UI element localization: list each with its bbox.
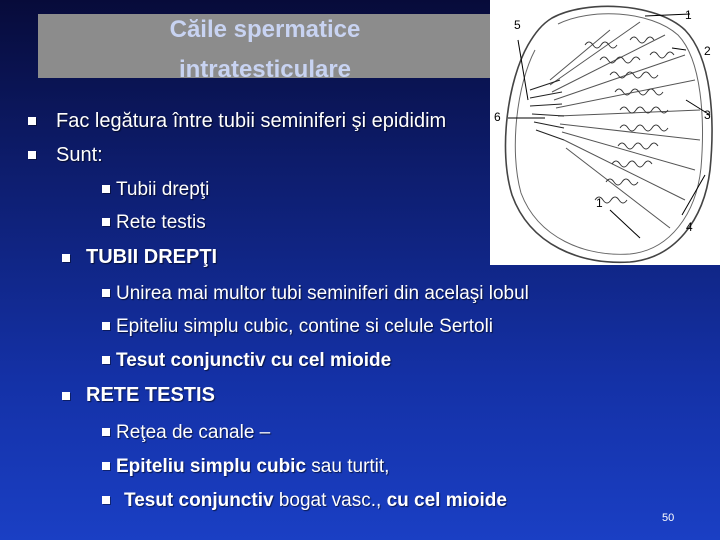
- slide-title-line-2: intratesticulare: [178, 56, 352, 83]
- bullet-3-sub-2: Epiteliu simplu cubic, contine si celule Sertoli: [116, 316, 494, 337]
- bullet-1-text: Fac legătura între tubii seminiferi şi epididim: [56, 110, 447, 132]
- bullet-3-heading: TUBII DREPŢI: [86, 246, 218, 268]
- bullet-2-sub-2: Rete testis: [116, 212, 206, 233]
- bullet-marker: [102, 289, 110, 297]
- bullet-4-sub-3-bold-1: Tesut conjunctiv: [124, 490, 274, 511]
- bullet-marker: [102, 496, 110, 504]
- bullet-marker: [102, 322, 110, 330]
- bullet-4-sub-2-bold: Epiteliu simplu cubic: [116, 456, 307, 477]
- bullet-2-sub-1: Tubii drepţi: [116, 179, 210, 200]
- bullet-marker: [102, 462, 110, 470]
- bullet-marker: [28, 117, 36, 125]
- slide-title-line-1: Căile spermatice: [169, 16, 361, 43]
- diagram-label-6: 6: [494, 110, 501, 124]
- diagram-label-2: 2: [704, 44, 711, 58]
- bullet-4-sub-3: [124, 490, 507, 512]
- bullet-marker: [62, 392, 70, 400]
- testis-diagram: [490, 0, 720, 265]
- bullet-marker: [102, 218, 110, 226]
- bullet-4-sub-3-mid: bogat vasc.,: [273, 490, 387, 511]
- bullet-4-sub-2: [116, 456, 389, 478]
- bullet-3-sub-1: Unirea mai multor tubi seminiferi din acelaşi lobul: [116, 283, 529, 304]
- bullet-4-sub-2-rest: sau turtit,: [306, 456, 390, 477]
- bullet-marker: [102, 185, 110, 193]
- diagram-label-5: 5: [514, 18, 521, 32]
- diagram-label-4: 4: [686, 220, 693, 234]
- bullet-marker: [102, 356, 110, 364]
- bullet-marker: [102, 428, 110, 436]
- diagram-label-1: 1: [685, 8, 692, 22]
- bullet-2-text: Sunt:: [56, 144, 103, 166]
- bullet-marker: [62, 254, 70, 262]
- bullet-3-sub-3: Tesut conjunctiv cu cel mioide: [116, 350, 392, 371]
- bullet-marker: [28, 151, 36, 159]
- bullet-4-heading: RETE TESTIS: [86, 384, 215, 406]
- diagram-label-3: 3: [704, 108, 711, 122]
- bullet-4-sub-3-bold-2: cu cel mioide: [386, 490, 507, 511]
- diagram-label-1-lower: 1: [596, 196, 603, 210]
- bullet-4-sub-1: Reţea de canale –: [116, 422, 271, 443]
- page-number: 50: [662, 512, 675, 524]
